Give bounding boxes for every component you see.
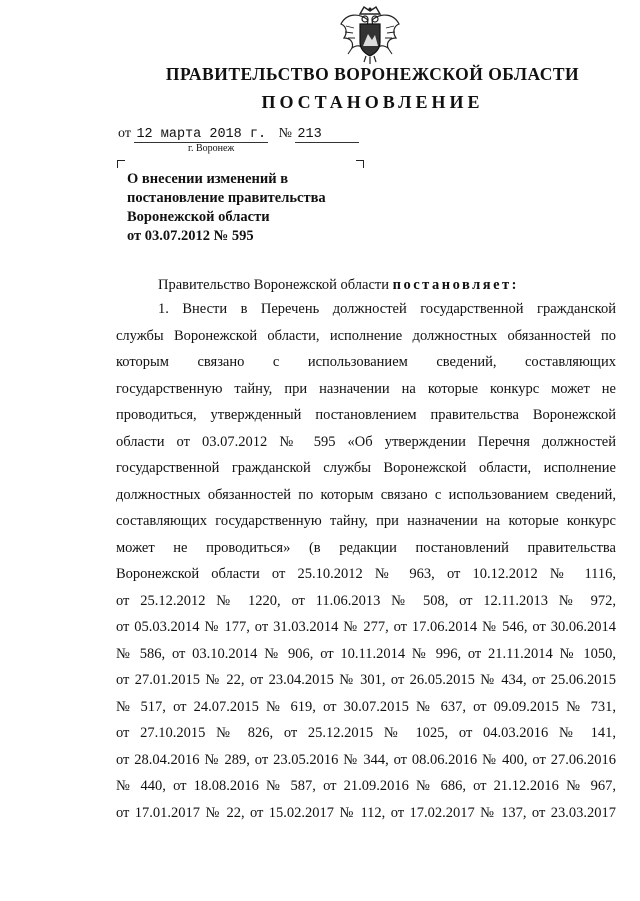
subject-corner-left [117, 160, 125, 168]
number-label: № [278, 126, 292, 141]
document-subject [127, 170, 367, 246]
body-line: проводиться, утвержденный постановлением правительства Воронежской [116, 407, 616, 423]
body-line: от 17.01.2017 № 22, от 15.02.2017 № 112, от 17.02.2017 № 137, от 23.03.2017 [116, 804, 616, 821]
document-body [116, 296, 616, 826]
body-line: от 05.03.2014 № 177, от 31.03.2014 № 277, от 17.06.2014 № 546, от 30.06.2014 [116, 619, 616, 635]
body-line: от 27.10.2015 № 826, от 25.12.2015 № 1025, от 04.03.2016 № 141, [116, 725, 616, 741]
decree-keyword: постановляет: [392, 277, 519, 293]
body-line: области от 03.07.2012 № 595 «Об утверждении Перечня должностей [116, 433, 616, 450]
government-title: ПРАВИТЕЛЬСТВО ВОРОНЕЖСКОЙ ОБЛАСТИ [165, 64, 580, 84]
body-line: от 27.01.2015 № 22, от 23.04.2015 № 301, от 26.05.2015 № 434, от 25.06.2015 [116, 672, 616, 688]
decree-intro [158, 277, 519, 294]
subject-line: от 03.07.2012 № 595 [127, 228, 254, 244]
body-line: № 586, от 03.10.2014 № 906, от 10.11.2014 № 996, от 21.11.2014 № 1050, [116, 645, 616, 662]
body-line: государственной гражданской службы Воронежской области, исполнение [116, 460, 616, 476]
date-prefix-label: от [118, 126, 131, 141]
document-type-title: ПОСТАНОВЛЕНИЕ [261, 92, 484, 112]
subject-corner-right [356, 160, 364, 168]
body-line: 1. Внести в Перечень должностей государственной гражданской [158, 301, 616, 317]
body-line: которым связано с использованием сведений, составляющих [116, 354, 616, 370]
document-city: г. Воронеж [188, 143, 235, 154]
voronezh-coat-of-arms-icon [338, 4, 402, 66]
body-line: службы Воронежской области, исполнение должностных обязанностей по [116, 327, 616, 344]
body-line: № 440, от 18.08.2016 № 587, от 21.09.2016 № 686, от 21.12.2016 № 967, [116, 778, 616, 794]
document-date-number [118, 126, 359, 143]
body-line: Воронежской области от 25.10.2012 № 963, от 10.12.2012 № 1116, [116, 566, 616, 582]
subject-line: Воронежской области [127, 209, 270, 225]
body-line: государственную тайну, при назначении на которые конкурс может не [116, 380, 616, 397]
body-line: от 28.04.2016 № 289, от 23.05.2016 № 344, от 08.06.2016 № 400, от 27.06.2016 [116, 751, 616, 768]
subject-line: постановление правительства [127, 190, 326, 206]
body-line: может не проводиться» (в редакции постановлений правительства [116, 539, 616, 556]
body-line: составляющих государственную тайну, при назначении на которые конкурс [116, 513, 616, 529]
decree-intro-text: Правительство Воронежской области [158, 277, 393, 293]
body-line: должностных обязанностей по которым связано с использованием сведений, [116, 486, 616, 503]
document-number: 213 [295, 127, 359, 143]
document-date: 12 марта 2018 г. [136, 127, 267, 142]
body-line: от 25.12.2012 № 1220, от 11.06.2013 № 508, от 12.11.2013 № 972, [116, 592, 616, 609]
body-line: № 517, от 24.07.2015 № 619, от 30.07.2015 № 637, от 09.09.2015 № 731, [116, 698, 616, 715]
subject-line: О внесении изменений в [127, 171, 289, 187]
